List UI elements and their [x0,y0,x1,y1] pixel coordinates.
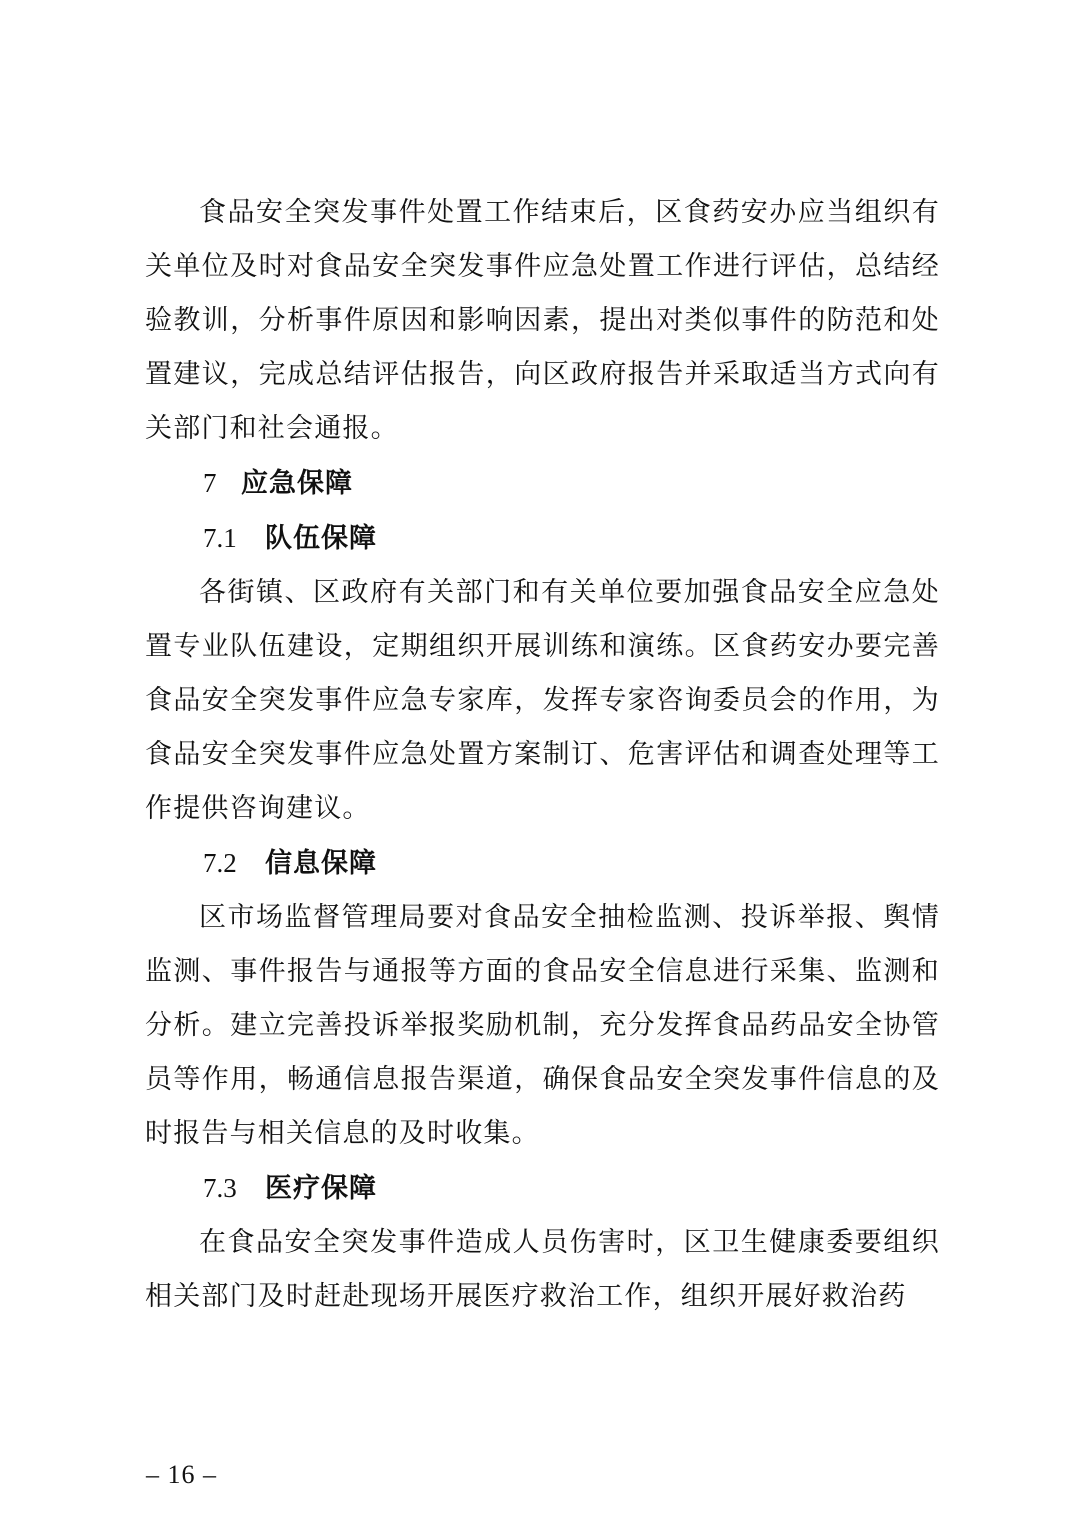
section-title: 信息保障 [265,848,377,879]
page-number: – 16 – [146,1460,217,1489]
paragraph-medical-support: 在食品安全突发事件造成人员伤害时，区卫生健康委要组织相关部门及时赶赴现场开展医疗救治工作，组织开展好救治药 [145,1227,940,1312]
section-title: 队伍保障 [265,523,377,554]
section-title: 应急保障 [241,468,353,499]
section-heading-7-2 [145,836,940,891]
section-number: 7.1 [203,523,237,553]
section-number: 7 [203,468,217,498]
paragraph-information-support: 区市场监督管理局要对食品安全抽检监测、投诉举报、舆情监测、事件报告与通报等方面的食品安全信息进行采集、监测和分析。建立完善投诉举报奖励机制，充分发挥食品药品安全协管员等作用，畅通信息报告渠道，确保食品安全突发事件信息的及时报告与相关信息的及时收集。 [145,902,940,1149]
section-title: 医疗保障 [265,1173,377,1204]
section-number: 7.2 [203,848,237,878]
paragraph-evaluation: 食品安全突发事件处置工作结束后，区食药安办应当组织有关单位及时对食品安全突发事件应急处置工作进行评估，总结经验教训，分析事件原因和影响因素，提出对类似事件的防范和处置建议，完成总结评估报告，向区政府报告并采取适当方式向有关部门和社会通报。 [145,197,940,444]
paragraph-team-support: 各街镇、区政府有关部门和有关单位要加强食品安全应急处置专业队伍建设，定期组织开展训练和演练。区食药安办要完善食品安全突发事件应急专家库，发挥专家咨询委员会的作用，为食品安全突发事件应急处置方案制订、危害评估和调查处理等工作提供咨询建议。 [145,577,940,824]
page-body [145,186,940,1324]
section-heading-7-1 [145,511,940,566]
section-number: 7.3 [203,1173,237,1203]
section-heading-7-3 [145,1161,940,1216]
section-heading-7 [145,456,940,511]
